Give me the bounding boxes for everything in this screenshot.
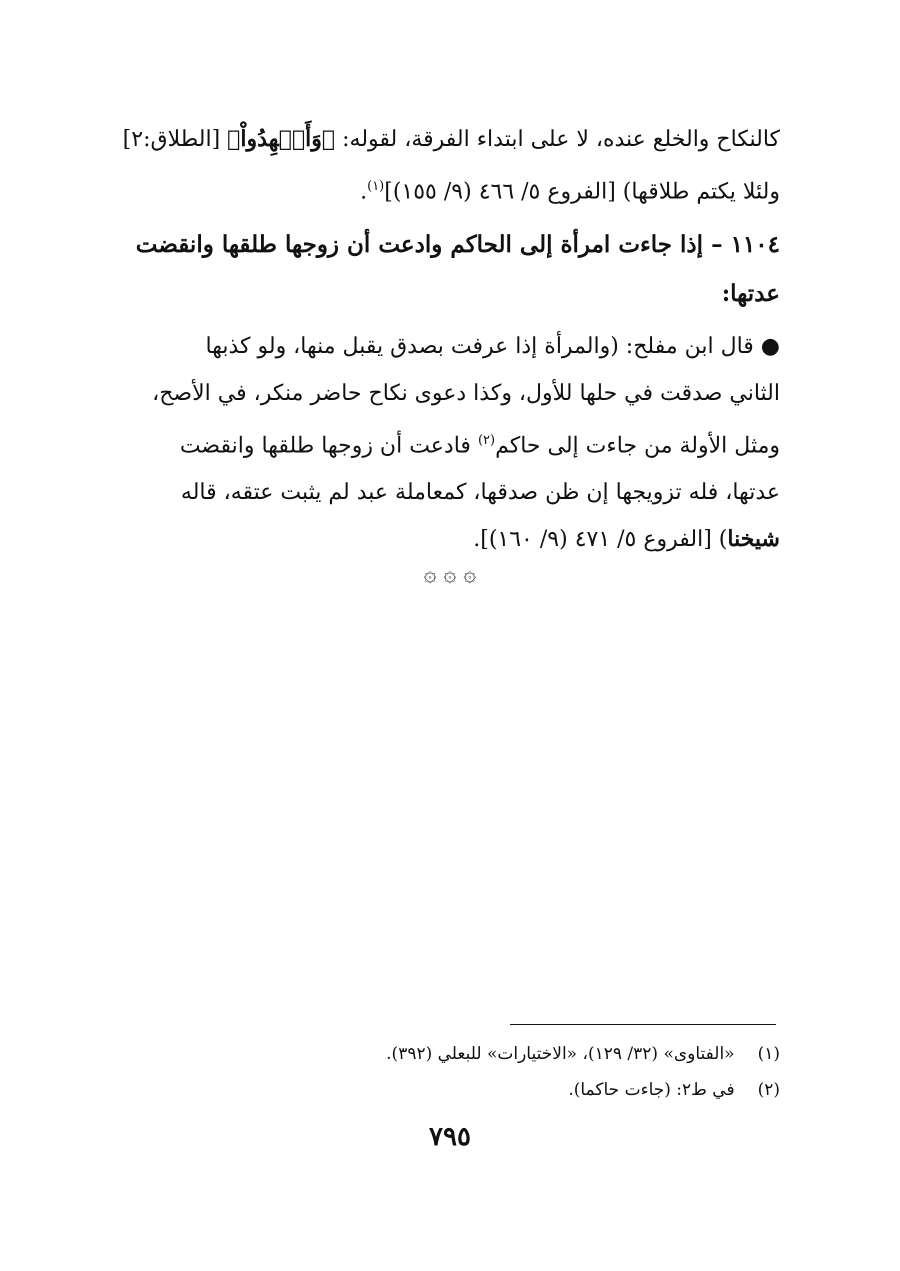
body-citation: ) [الفروع ٥/ ٤٧١ (٩/ ١٦٠)]. bbox=[473, 527, 728, 553]
attribution-bold: شيخنا bbox=[727, 526, 780, 553]
section-title: إذا جاءت امرأة إلى الحاكم وادعت أن زوجها طلقها وانقضت bbox=[135, 231, 704, 258]
quran-reference: [الطلاق:٢] bbox=[122, 127, 228, 152]
heading-line-1 bbox=[120, 220, 780, 269]
footnotes bbox=[120, 1036, 780, 1108]
body-text: ومثل الأولة من جاءت إلى حاكم bbox=[495, 433, 780, 459]
continuation-citation: ولئلا يكتم طلاقها) [الفروع ٥/ ٤٦٦ (٩/ ١٥٥)] bbox=[384, 179, 780, 205]
footnote-text: في ط٢: (جاءت حاكما). bbox=[568, 1080, 735, 1100]
body-line-5 bbox=[120, 516, 780, 563]
footnote-marker-2[interactable]: (٢) bbox=[477, 433, 496, 448]
quran-verse: ﴿وَأَشۡهِدُواْ﴾ bbox=[227, 126, 336, 152]
continuation-paragraph bbox=[120, 116, 780, 215]
bullet-icon: ● bbox=[760, 334, 780, 359]
body-line-4: عدتها، فله تزويجها إن ظن صدقها، كمعاملة عبد لم يثبت عتقه، قاله bbox=[180, 480, 780, 506]
footnote-marker-1[interactable]: (١) bbox=[367, 179, 385, 194]
body-paragraph bbox=[120, 323, 780, 563]
section-heading bbox=[120, 220, 780, 318]
body-line-1 bbox=[120, 323, 780, 370]
section-number: ١١٠٤ bbox=[730, 231, 780, 258]
body-text: فادعت أن زوجها طلقها وانقضت bbox=[179, 433, 478, 459]
page-number: ٧٩٥ bbox=[429, 1122, 471, 1152]
footnote-1 bbox=[120, 1036, 780, 1072]
body-line-2: الثاني صدقت في حلها للأول، وكذا دعوى نكاح حاضر منكر، في الأصح، bbox=[152, 381, 780, 406]
continuation-line-1 bbox=[120, 116, 780, 163]
footnote-text: «الفتاوى» (٣٢/ ١٢٩)، «الاختيارات» للبعلي (٣٩٢). bbox=[386, 1044, 735, 1064]
heading-line-2: عدتها: bbox=[721, 280, 780, 307]
footnote-divider bbox=[510, 1024, 776, 1025]
continuation-text: كالنكاح والخلع عنده، لا على ابتداء الفرقة، لقوله: bbox=[335, 127, 780, 152]
body-line-3 bbox=[120, 417, 780, 469]
section-dash: – bbox=[711, 231, 723, 258]
section-separator-ornament-icon: ۞ ۞ ۞ bbox=[423, 562, 477, 587]
footnote-2 bbox=[120, 1072, 780, 1108]
footnote-number: (١) bbox=[757, 1044, 780, 1064]
footnote-number: (٢) bbox=[757, 1080, 780, 1100]
sentence-end: . bbox=[360, 179, 368, 205]
body-text: قال ابن مفلح: (والمرأة إذا عرفت بصدق يقبل منها، ولو كذبها bbox=[205, 334, 754, 359]
continuation-line-2 bbox=[120, 163, 780, 215]
